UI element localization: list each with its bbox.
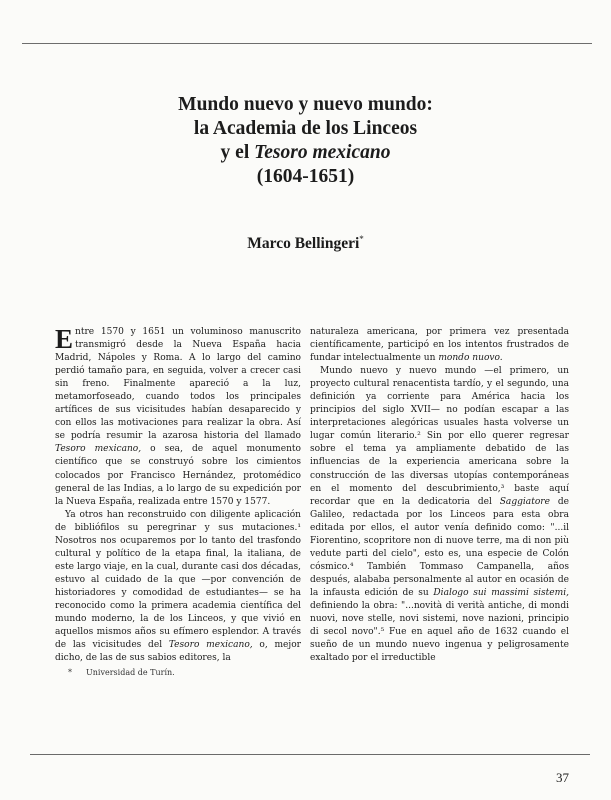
- text-run: naturaleza americana, por primera vez presentada científicamente, participó en los intentos frustrados de fundar intelectualmente un: [310, 327, 569, 364]
- title-line-3-prefix: y el: [220, 142, 255, 163]
- article-title: [0, 93, 611, 189]
- italic-run: mondo nuovo.: [438, 353, 503, 364]
- footnote: [68, 668, 175, 677]
- author-name: Marco Bellingeri: [247, 235, 360, 253]
- right-column: [310, 326, 569, 665]
- paragraph-3: [310, 326, 569, 365]
- paragraph-4: [310, 365, 569, 665]
- drop-cap: E: [55, 324, 74, 354]
- paragraph-2: [55, 509, 301, 666]
- title-line-4: (1604-1651): [256, 166, 355, 187]
- footnote-mark: *: [68, 668, 72, 677]
- text-run: Mundo nuevo y nuevo mundo —el primero, un proyecto cultural renacentista tardío, y el segundo, una definición ya corriente para América hacia los principios del siglo XVII— no podían escapar a las interpretaciones alegóricas usuales hasta volverse un lugar común literario.² Sin por ello querer regresar sobre el tema ya ampliamente debatido de las influencias de la experiencia americana sobre la construcción de las diversas utopías contemporáneas en el momento del descubrimiento,³ baste aquí recordar que en la dedicatoria del: [310, 366, 569, 507]
- author-footnote-mark: *: [359, 234, 364, 244]
- title-line-1: Mundo nuevo y nuevo mundo:: [178, 94, 433, 115]
- text-run: ntre 1570 y 1651 un voluminoso manuscrito transmigró desde la Nueva España hacia Madrid, Nápoles y Roma. A lo largo del camino perdió tamaño para, en seguida, volver a crecer casi sin freno. Finalmente apareció a la luz, metamorfoseado, cuando todos los principales artífices de sus vicisitudes habían desaparecido y con ellos las motivaciones para realizar la obra. Así se podría resumir la azarosa historia del llamado: [55, 327, 301, 442]
- title-line-2: la Academia de los Linceos: [193, 118, 418, 139]
- italic-run: Tesoro mexicano,: [55, 444, 142, 455]
- title-italic-work: Tesoro mexicano: [254, 142, 391, 163]
- text-run: de Galileo, redactada por los Linceos para esta obra editada por ellos, el autor venía definido como: "...il Fiorentino, scopritore non di nuove terre, ma di non più vedute parti del cielo", esto es, una especie de Colón cósmico.⁴ También Tommaso Campanella, años después, alababa personalmente al autor en ocasión de la infausta edición de su: [310, 496, 569, 598]
- title-line-3: [0, 141, 611, 165]
- text-run: Ya otros han reconstruido con diligente aplicación de bibliófilos su peregrinar y sus mutaciones.¹ Nosotros nos ocuparemos por lo tanto del trasfondo cultural y político de la etapa final, la italiana, de este largo viaje, en la cual, durante casi dos décadas, estuvo al cuidado de la que —por convención de historiadores y comodidad de estudiantes— se ha reconocido como la primera academia científica del mundo moderno, la de los Linceos, y que vivió en aquellos mismos años su efímero esplendor. A través de las vicisitudes del: [55, 509, 301, 651]
- italic-run: Tesoro mexicano,: [168, 640, 253, 651]
- paragraph-1: [55, 326, 301, 509]
- text-run: o, mejor dicho, de las de sus sabios editores, la: [55, 640, 301, 664]
- italic-run: Dialogo sui massimi sistemi,: [433, 587, 570, 598]
- footnote-text: Universidad de Turín.: [86, 668, 175, 677]
- author-byline: [0, 234, 611, 253]
- text-run: o sea, de aquel monumento científico que se construyó sobre los cimientos colocados por Francisco Hernández, protomédico general de las Indias, a lo largo de su expedición por la Nueva España, realizada entre 1570 y 1577.: [55, 444, 302, 507]
- text-run: definiendo la obra: "...novità di verità antiche, di mondi nuovi, nove stelle, novi sistemi, nove nazioni, principio di secol novo".⁵ Fue en aquel año de 1632 cuando el sueño de un mundo nuevo ingenua y peligrosamente exaltado por el irreductible: [310, 600, 569, 664]
- page-number: 37: [556, 770, 569, 785]
- bottom-rule: [30, 754, 590, 755]
- top-rule: [22, 43, 592, 44]
- left-column: [55, 326, 301, 665]
- italic-run: Saggiatore: [499, 496, 550, 507]
